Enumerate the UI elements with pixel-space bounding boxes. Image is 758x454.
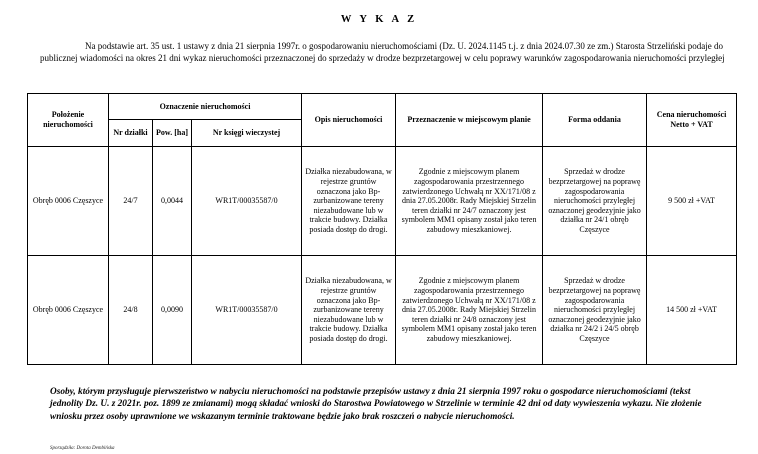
header-polozenie: Położenie nieruchomości xyxy=(28,94,109,147)
header-forma: Forma oddania xyxy=(543,94,647,147)
cell-cena: 14 500 zł +VAT xyxy=(647,256,737,365)
intro-text: Na podstawie art. 35 ust. 1 ustawy z dnia 21 sierpnia 1997r. o gospodarowaniu nieruchomościami (Dz. U. 2024.1145 t.j. z dnia 2024.07.30 ze zm.) Starosta Strzeliński podaje do publicznej wiadomości na okres 21 dni wykaz nieruchomości przeznaczonej do sprzedaży w drodze bezprzetargowej w celu poprawy warunków zagospodarowania nieruchomości przyległej xyxy=(40,41,725,63)
header-nr-dzialki: Nr działki xyxy=(109,120,153,147)
cell-pow: 0,0044 xyxy=(153,147,192,256)
header-opis: Opis nieruchomości xyxy=(302,94,396,147)
header-pow: Pow. [ha] xyxy=(153,120,192,147)
cell-nr-dzialki: 24/7 xyxy=(109,147,153,256)
property-table xyxy=(27,93,737,365)
cell-nr-ksiegi: WR1T/00035587/0 xyxy=(192,256,302,365)
document-title: W Y K A Z xyxy=(340,14,418,25)
closing-paragraph: Osoby, którym przysługuje pierwszeństwo w nabyciu nieruchomości na podstawie przepisów ustawy z dnia 21 sierpnia 1997 roku o gospodarce nieruchomościami (tekst jednolity Dz. U. z 2021r. poz. 1899 ze zmianami) mogą składać wnioski do Starostwa Powiatowego w Strzelinie w terminie 42 dni od daty wywieszenia wykazu. Nie złożenie wniosku przez osoby uprawnione we wskazanym terminie traktowane będzie jako brak roszczeń o nabycie nieruchomości. xyxy=(50,387,702,422)
intro-paragraph xyxy=(40,40,726,64)
cell-pow: 0,0090 xyxy=(153,256,192,365)
cell-przeznaczenie: Zgodnie z miejscowym planem zagospodarowania przestrzennego zatwierdzonego Uchwałą nr XX/171/08 z dnia 27.05.2008r. Rady Miejskiej Strzelin teren działki nr 24/7 oznaczony jest symbolem MM1 opisany został jako teren zabudowy mieszkaniowej. xyxy=(396,147,543,256)
header-oznaczenie: Oznaczenie nieruchomości xyxy=(109,94,302,120)
cell-polozenie: Obręb 0006 Częszyce xyxy=(28,147,109,256)
cell-opis: Działka niezabudowana, w rejestrze gruntów oznaczona jako Bp-zurbanizowane tereny niezabudowane lub w trakcie budowy. Działka posiada dostęp do drogi. xyxy=(302,256,396,365)
cell-forma: Sprzedaż w drodze bezprzetargowej na poprawę zagospodarowania nieruchomości przyległej oznaczonej geodezyjnie jako działka nr 24/1 obręb Częszyce xyxy=(543,147,647,256)
cell-nr-ksiegi: WR1T/00035587/0 xyxy=(192,147,302,256)
header-cena: Cena nieruchomości Netto + VAT xyxy=(647,94,737,147)
table-row xyxy=(28,147,737,256)
cell-polozenie: Obręb 0006 Częszyce xyxy=(28,256,109,365)
cell-przeznaczenie: Zgodnie z miejscowym planem zagospodarowania przestrzennego zatwierdzonego Uchwałą nr XX/171/08 z dnia 27.05.2008r. Rady Miejskiej Strzelin teren działki nr 24/8 oznaczony jest symbolem MM1 opisany został jako teren zabudowy mieszkaniowej. xyxy=(396,256,543,365)
cell-forma: Sprzedaż w drodze bezprzetargowej na poprawę zagospodarowania nieruchomości przyległej oznaczonej geodezyjnie jako działka nr 24/2 i 24/5 obręb Częszyce xyxy=(543,256,647,365)
cell-nr-dzialki: 24/8 xyxy=(109,256,153,365)
header-row-1 xyxy=(28,94,737,120)
prepared-by-note: Sporządziła: Dorota Dembińska xyxy=(50,446,115,451)
cell-opis: Działka niezabudowana, w rejestrze gruntów oznaczona jako Bp-zurbanizowane tereny niezabudowane lub w trakcie budowy. Działka posiada dostęp do drogi. xyxy=(302,147,396,256)
header-nr-ksiegi: Nr księgi wieczystej xyxy=(192,120,302,147)
header-przeznaczenie: Przeznaczenie w miejscowym planie xyxy=(396,94,543,147)
table-row xyxy=(28,256,737,365)
cell-cena: 9 500 zł +VAT xyxy=(647,147,737,256)
